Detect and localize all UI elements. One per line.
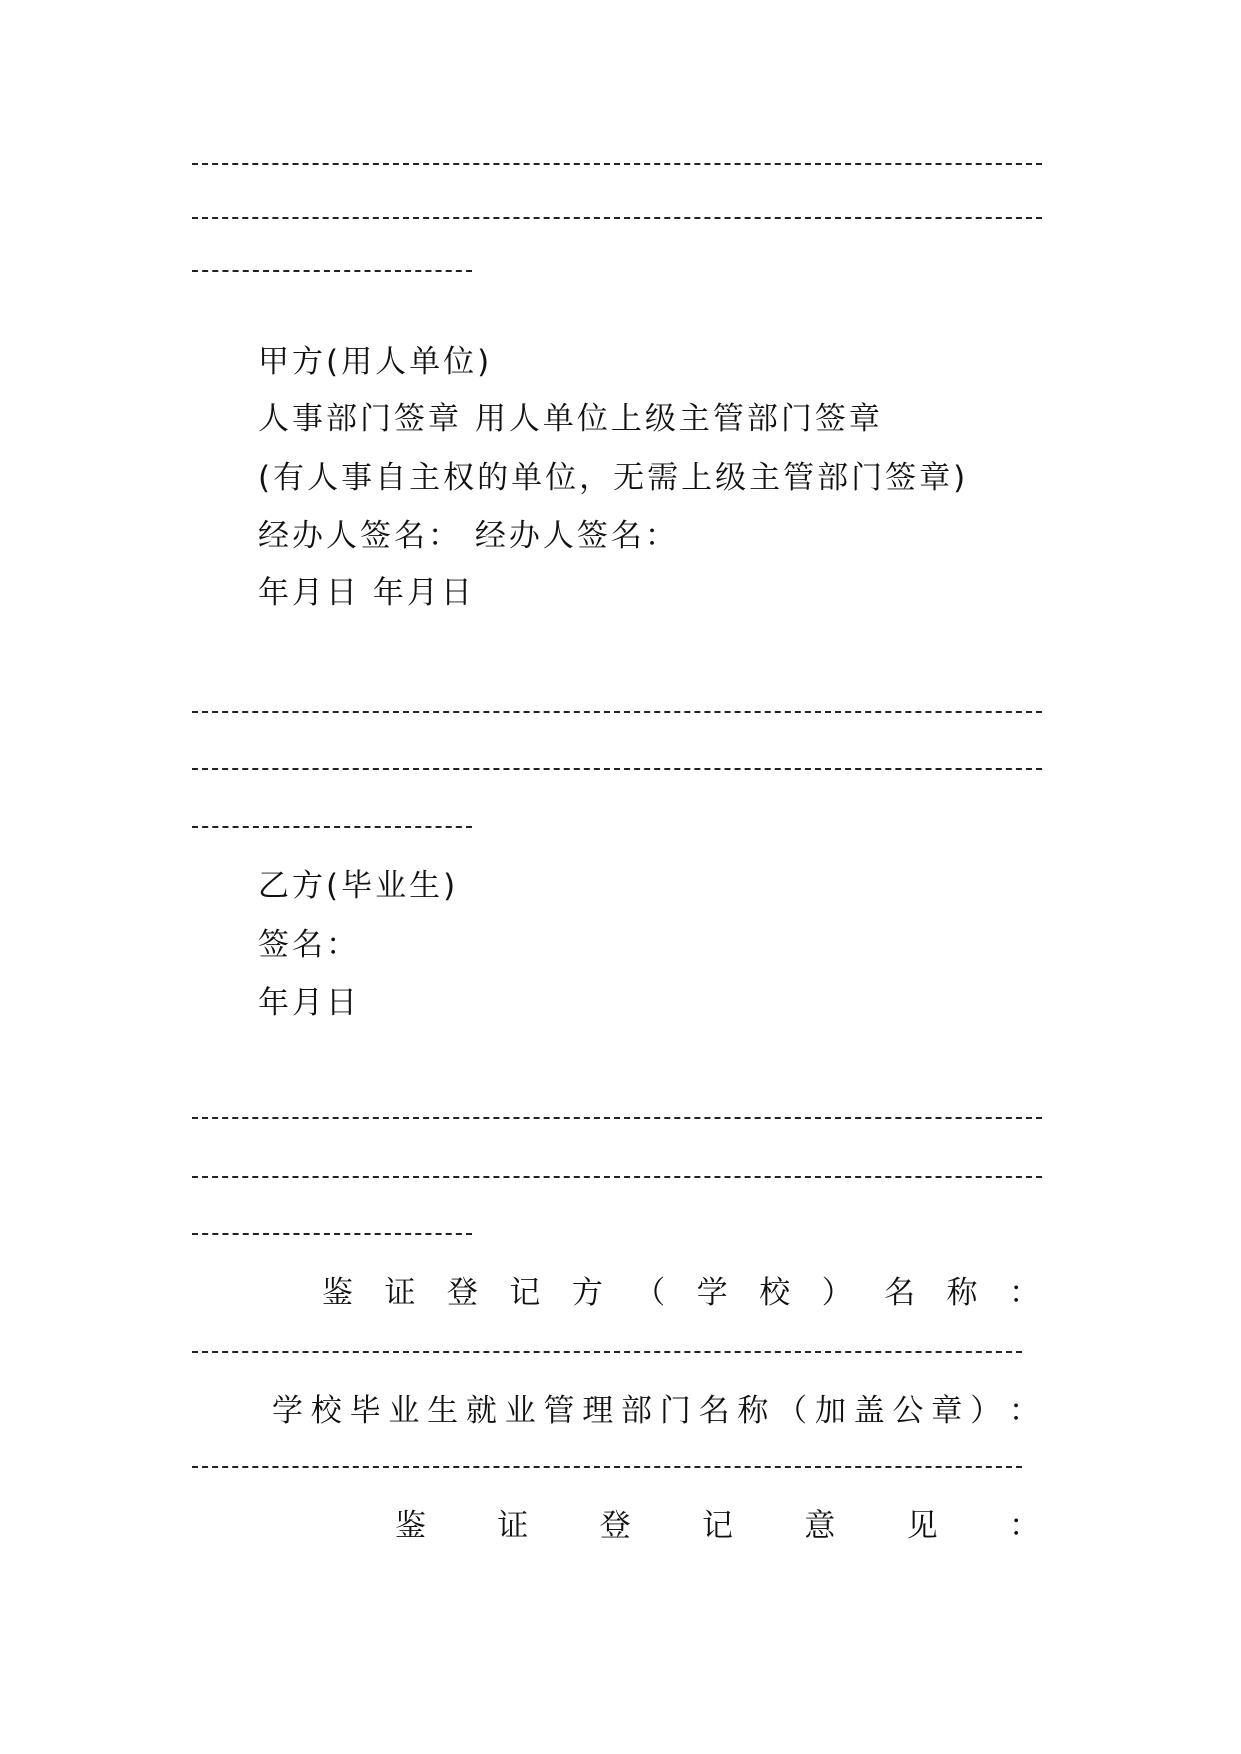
label-char: 鉴 [395, 1508, 426, 1544]
label-char: 校 [759, 1275, 791, 1311]
label-char: 加 [814, 1393, 846, 1429]
dash-rule [192, 1233, 472, 1235]
label-char: 理 [582, 1393, 614, 1429]
dash-rule [192, 1117, 1042, 1119]
label-char: 名 [698, 1393, 730, 1429]
party-a-seal-line: 人事部门签章 用人单位上级主管部门签章 [258, 401, 883, 437]
school-dept-name-label [272, 1391, 1040, 1431]
registrar-name-label [322, 1273, 1040, 1313]
label-char: 证 [384, 1275, 416, 1311]
label-char: ： [1008, 1275, 1040, 1311]
label-char: ） [970, 1393, 1002, 1429]
label-char: 称 [946, 1275, 978, 1311]
dash-rule [192, 768, 1042, 770]
label-char: 名 [884, 1275, 916, 1311]
label-char: 学 [696, 1275, 728, 1311]
label-char: 记 [701, 1508, 733, 1544]
dash-rule [192, 1176, 1042, 1178]
party-b-date: 年月日 [258, 985, 360, 1021]
label-char: 意 [804, 1508, 836, 1544]
label-char: 记 [509, 1275, 541, 1311]
label-char: 就 [465, 1393, 497, 1429]
dash-rule [192, 1466, 1022, 1468]
label-char: 章 [931, 1393, 963, 1429]
verification-opinion-label [395, 1506, 1040, 1546]
label-char: ） [821, 1275, 853, 1311]
label-char: ： [1008, 1508, 1040, 1544]
label-char: 学 [272, 1393, 303, 1429]
label-char: 盖 [853, 1393, 885, 1429]
dash-rule [192, 1351, 1022, 1353]
label-char: 部 [621, 1393, 653, 1429]
label-char: （ [776, 1393, 808, 1429]
label-char: 见 [906, 1508, 938, 1544]
party-b-title: 乙方(毕业生) [258, 868, 459, 904]
dash-rule [192, 217, 1042, 219]
label-char: 称 [737, 1393, 769, 1429]
party-a-note: (有人事自主权的单位，无需上级主管部门签章) [258, 460, 969, 496]
label-char: 公 [892, 1393, 924, 1429]
label-char: ： [1008, 1393, 1040, 1429]
dash-rule [192, 826, 472, 828]
label-char: 方 [571, 1275, 603, 1311]
party-b-sign: 签名： [258, 927, 360, 963]
dash-rule [192, 163, 1042, 165]
label-char: 业 [504, 1393, 536, 1429]
label-char: （ [634, 1275, 666, 1311]
label-char: 门 [659, 1393, 691, 1429]
label-char: 生 [427, 1393, 459, 1429]
label-char: 登 [446, 1275, 478, 1311]
label-char: 证 [497, 1508, 529, 1544]
label-char: 业 [388, 1393, 420, 1429]
party-a-signer-line: 经办人签名： 经办人签名： [258, 518, 679, 554]
party-a-title: 甲方(用人单位) [258, 344, 493, 380]
label-char: 登 [599, 1508, 631, 1544]
party-a-date-line: 年月日 年月日 [258, 575, 475, 611]
dash-rule [192, 270, 472, 272]
label-char: 毕 [349, 1393, 381, 1429]
dash-rule [192, 711, 1042, 713]
label-char: 管 [543, 1393, 575, 1429]
label-char: 鉴 [322, 1275, 353, 1311]
label-char: 校 [310, 1393, 342, 1429]
